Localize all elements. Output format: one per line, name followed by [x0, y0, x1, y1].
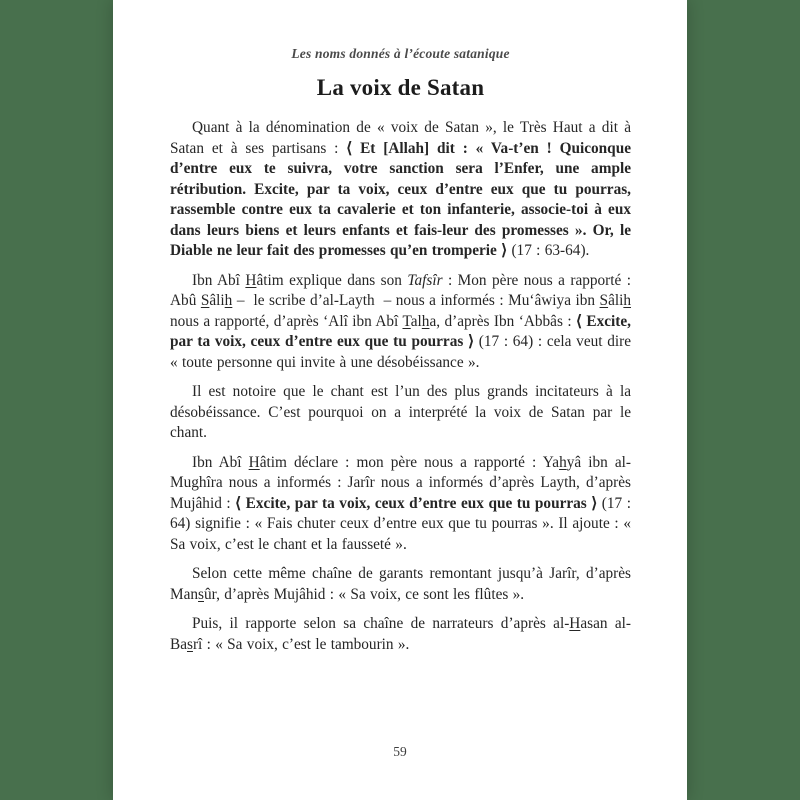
page-title: La voix de Satan — [316, 75, 485, 100]
paragraph: Il est notoire que le chant est l’un des plus grands incitateurs à la désobéissance. C’est pourquoi on a interprété la voix de Satan par le chant. — [170, 383, 636, 441]
book-page — [113, 0, 687, 800]
running-header: Les noms donnés à l’écoute satanique — [291, 46, 510, 61]
paragraph: Quant à la dénomination de « voix de Satan », le Très Haut a dit à Satan et à ses partisans : ⟨ Et [Allah] dit : « Va-t’en ! Quiconque d’entre eux te suivra, votre sanction sera l’Enfer, une ample rétribution. Excite, par ta voix, ceux d’entre eux que tu pourras, rassemble contre eux ta cavalerie et ton infanterie, associe-toi à eux dans leurs biens et leurs enfants et fais-leur des promesses ». Or, le Diable ne leur fait des promesses qu’en tromperie ⟩ (17 : 63-64). — [170, 119, 636, 259]
paragraph: Ibn Abî Hâtim explique dans son Tafsîr : Mon père nous a rapporté : Abû Sâlih – le scribe d’al-Layth – nous a informés : Mu‘âwiya ibn Sâlih nous a rapporté, d’après ‘Alî ibn Abî Talha, d’après Ibn ‘Abbâs : ⟨ Excite, par ta voix, ceux d’entre eux que tu pourras ⟩ (17 : 64) : cela veut dire « toute personne qui invite à une désobéissance ». — [170, 271, 636, 371]
paragraph: Ibn Abî Hâtim déclare : mon père nous a rapporté : Yahyâ ibn al-Mughîra nous a informés : Jarîr nous a informés d’après Layth, d’après Mujâhid : ⟨ Excite, par ta voix, ceux d’entre eux que tu pourras ⟩ (17 : 64) signifie : « Fais chuter ceux d’entre eux que tu pourras ». Il ajoute : « Sa voix, c’est le chant et la fausseté ». — [170, 453, 636, 553]
body-paragraphs — [170, 118, 636, 655]
page-number: 59 — [393, 744, 407, 759]
paragraph: Puis, il rapporte selon sa chaîne de narrateurs d’après al-Hasan al-Basrî : « Sa voix, c’est le tambourin ». — [170, 615, 632, 653]
paragraph: Selon cette même chaîne de garants remontant jusqu’à Jarîr, d’après Mansûr, d’après Mujâhid : « Sa voix, ce sont les flûtes ». — [170, 565, 636, 603]
